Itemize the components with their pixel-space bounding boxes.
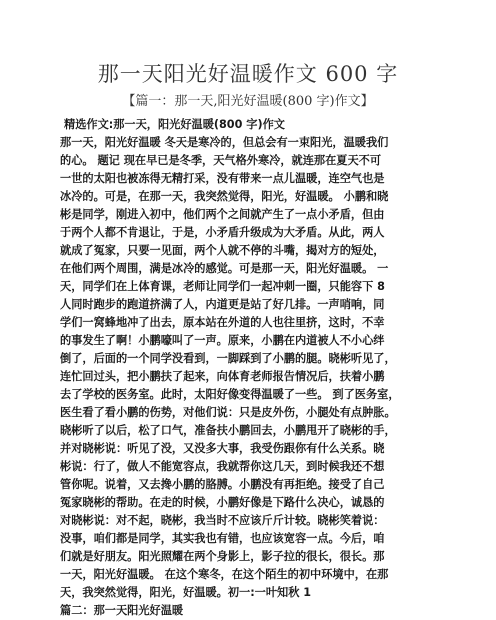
body-line: 管你呢。说着，又去搀小鹏的胳膊。小鹏没有再拒绝。接受了自己 xyxy=(60,478,385,491)
body-line: 人同时跑步的跑道挤满了人，内道更是站了好几排。一声哨响，同 xyxy=(60,298,385,311)
body-line: 学们一窝蜂地冲了出去，原本站在外道的人也往里挤，这时，不幸 xyxy=(60,316,385,329)
body-line: 彬说：行了，做人不能宽容点，我就帮你这几天，到时候我还不想 xyxy=(60,460,385,473)
body-line: 天，我突然觉得，阳光，好温暖。初一:一叶知秋 1 xyxy=(60,586,312,599)
body-line: 晓彬听了以后，松了口气，准备扶小鹏回去，小鹏甩开了晓彬的手， xyxy=(60,424,396,437)
body-line: 天，同学们在上体育课，老师让同学们一起冲刺一圈，只能容下 8 xyxy=(60,280,385,293)
document-subtitle: 【篇一：那一天,阳光好温暖(800 字)作文】 xyxy=(122,94,374,109)
body-line: 精选作文:那一天，阳光好温暖(800 字)作文 xyxy=(64,118,285,131)
body-line: 篇二：那一天阳光好温暖 xyxy=(60,604,184,617)
body-line: 在他们两个周围，满是冰冷的感觉。可是那一天，阳光好温暖。 一 xyxy=(60,262,389,275)
body-line: 医生看了看小鹏的伤势，对他们说：只是皮外伤，小腿处有点肿胀。 xyxy=(60,406,396,419)
body-line: 去了学校的医务室。此时，太阳好像变得温暖了一些。 到了医务室， xyxy=(60,388,400,401)
body-line: 一天，阳光好温暖。 在这个寒冬，在这个陌生的初中环境中，在那 xyxy=(60,568,389,581)
body-line: 彬是同学，刚进入初中，他们两个之间就产生了一点小矛盾，但由 xyxy=(60,208,385,221)
body-line: 就成了冤家，只要一见面，两个人就不停的斗嘴，揭对方的短处， xyxy=(60,244,385,257)
body-line: 对晓彬说：对不起，晓彬，我当时不应该斤斤计较。晓彬笑着说： xyxy=(60,514,385,527)
document-title: 那一天阳光好温暖作文 600 字 xyxy=(97,62,399,86)
body-line: 的心。 题记 现在早已是冬季，天气格外寒冷，就连那在夏天不可 xyxy=(60,154,382,167)
body-line: 们就是好朋友。阳光照耀在两个身影上，影子拉的很长，很长。那 xyxy=(60,550,385,563)
document-body xyxy=(60,116,440,620)
body-line: 没事，咱们都是同学，其实我也有错，也应该宽容一点。今后，咱 xyxy=(60,532,385,545)
body-line: 并对晓彬说：听见了没，又没多大事，我受伤跟你有什么关系。晓 xyxy=(60,442,385,455)
body-line: 一世的太阳也被冻得无精打采，没有带来一点儿温暖，连空气也是 xyxy=(60,172,385,185)
body-line: 那一天，阳光好温暖 冬天是寒冷的，但总会有一束阳光，温暖我们 xyxy=(60,136,389,149)
body-line: 连忙回过头，把小鹏扶了起来，向体育老师报告情况后，扶着小鹏 xyxy=(60,370,385,383)
body-line: 倒了，后面的一个同学没看到，一脚踩到了小鹏的腿。晓彬听见了， xyxy=(60,352,396,365)
body-line: 冤家晓彬的帮助。在走的时候，小鹏好像是下路什么决心，诚恳的 xyxy=(60,496,385,509)
body-line: 冰冷的。可是，在那一天，我突然觉得，阳光，好温暖。 小鹏和晓 xyxy=(60,190,389,203)
body-line: 的事发生了啊！小鹏嚎叫了一声。原来，小鹏在内道被人不小心绊 xyxy=(60,334,385,347)
body-line: 于两个人都不肯退让，于是，小矛盾升级成为大矛盾。从此，两人 xyxy=(60,226,385,239)
